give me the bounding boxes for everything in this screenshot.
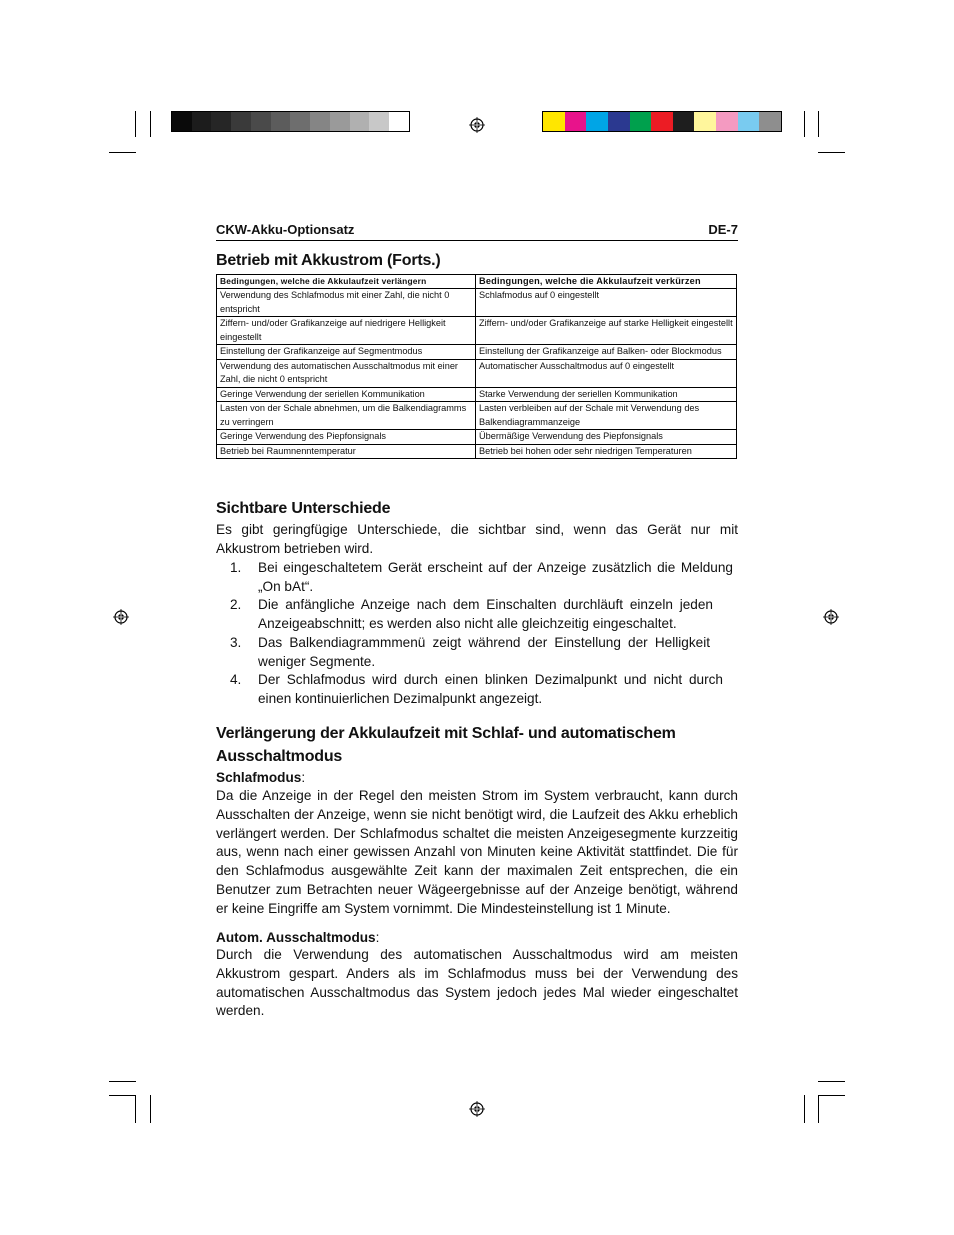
color-swatch	[330, 112, 350, 131]
color-swatch	[369, 112, 389, 131]
list-item-text: Die anfängliche Anzeige nach dem Einschalten durchläuft einzeln jeden Anzeigeabschnitt; es werden also nicht alle gleichzeitig eingeschaltet.	[258, 597, 713, 631]
table-cell-extend: Geringe Verwendung des Piepfonsignals	[217, 430, 476, 445]
table-cell-shorten: Betrieb bei hohen oder sehr niedrigen Temperaturen	[476, 444, 737, 459]
color-swatch	[543, 112, 565, 131]
table-cell-extend: Betrieb bei Raumnenntemperatur	[217, 444, 476, 459]
color-swatch	[172, 112, 192, 131]
list-item-number: 3.	[230, 635, 242, 650]
section-title-line-1: Verlängerung der Akkulaufzeit mit Schlaf- und automatischem	[216, 725, 676, 742]
crop-mark	[150, 111, 151, 137]
list-item	[230, 559, 733, 597]
table-cell-shorten: Lasten verbleiben auf der Schale mit Verwendung des Balkendiagrammanzeige	[476, 402, 737, 430]
section-title-visible-differences: Sichtbare Unterschiede	[216, 500, 391, 517]
table-row	[217, 359, 737, 387]
table-cell-extend: Geringe Verwendung der seriellen Kommunikation	[217, 387, 476, 402]
running-header	[216, 222, 738, 241]
crop-mark	[135, 111, 136, 137]
color-swatch	[608, 112, 630, 131]
color-swatch	[738, 112, 760, 131]
color-swatch	[630, 112, 652, 131]
color-swatch	[694, 112, 716, 131]
table-cell-shorten: Ziffern- und/oder Grafikanzeige auf starke Helligkeit eingestellt	[476, 317, 737, 345]
table-row	[217, 289, 737, 317]
crop-mark	[804, 111, 805, 137]
crop-mark	[818, 111, 819, 137]
list-item-text: Der Schlafmodus wird durch einen blinken Dezimalpunkt und nicht durch einen kontinuierlichen Dezimalpunkt angezeigt.	[258, 672, 723, 706]
section-title-extend-runtime	[216, 725, 676, 743]
list-item-number: 2.	[230, 597, 242, 612]
color-swatch	[389, 112, 409, 131]
crop-mark	[150, 1095, 151, 1123]
auto-off-colon: :	[375, 930, 380, 945]
table-cell-shorten: Automatischer Ausschaltmodus auf 0 eingestellt	[476, 359, 737, 387]
sleep-mode-colon: :	[301, 770, 306, 785]
color-swatch	[271, 112, 291, 131]
section-title-battery-operation: Betrieb mit Akkustrom (Forts.)	[216, 252, 441, 269]
page-number: DE-7	[708, 222, 738, 237]
color-swatch	[310, 112, 330, 131]
column-header-shorten: Bedingungen, welche die Akkulaufzeit verkürzen	[476, 275, 737, 289]
grayscale-color-bar	[171, 111, 410, 132]
table-row	[217, 317, 737, 345]
color-swatch	[759, 112, 781, 131]
registration-mark-icon	[823, 609, 839, 625]
list-item	[230, 634, 710, 672]
color-swatch	[350, 112, 370, 131]
color-swatch	[651, 112, 673, 131]
section-title-line-2: Ausschaltmodus	[216, 748, 343, 765]
crop-mark	[109, 152, 136, 153]
sleep-mode-label: Schlafmodus	[216, 770, 302, 785]
list-item-text: Das Balkendiagrammmenü zeigt während der Einstellung der Helligkeit weniger Segmente.	[258, 635, 710, 669]
crop-mark	[135, 1095, 136, 1123]
intro-paragraph: Es gibt geringfügige Unterschiede, die sichtbar sind, wenn das Gerät nur mit Akkustrom betrieben wird.	[216, 522, 738, 556]
table-row	[217, 430, 737, 445]
registration-mark-icon	[469, 1101, 485, 1117]
list-item-number: 1.	[230, 560, 242, 575]
color-swatch	[192, 112, 212, 131]
table-row	[217, 387, 737, 402]
list-item	[230, 671, 723, 709]
table-cell-shorten: Einstellung der Grafikanzeige auf Balken- oder Blockmodus	[476, 345, 737, 360]
table-cell-extend: Lasten von der Schale abnehmen, um die Balkendiagramms zu verringern	[217, 402, 476, 430]
list-item-text: Bei eingeschaltetem Gerät erscheint auf der Anzeige zusätzlich die Meldung „On bAt“.	[258, 560, 733, 594]
table-cell-extend: Verwendung des Schlafmodus mit einer Zahl, die nicht 0 entspricht	[217, 289, 476, 317]
table-cell-extend: Einstellung der Grafikanzeige auf Segmentmodus	[217, 345, 476, 360]
registration-mark-icon	[113, 609, 129, 625]
crop-mark	[804, 1095, 805, 1123]
crop-mark	[818, 152, 845, 153]
color-swatch	[251, 112, 271, 131]
auto-off-subheading	[216, 929, 379, 947]
table-header-row	[217, 275, 737, 289]
color-swatch	[565, 112, 587, 131]
color-swatch	[716, 112, 738, 131]
list-item-number: 4.	[230, 672, 242, 687]
auto-off-paragraph: Durch die Verwendung des automatischen Ausschaltmodus wird am meisten Akkustrom gespart. Anders als im Schlafmodus muss bei der Verwendung des automatischen Ausschaltmodus das System jedoch jedes Mal wieder eingeschaltet werden.	[216, 947, 738, 1019]
auto-off-label: Autom. Ausschaltmodus	[216, 930, 376, 945]
color-swatch	[673, 112, 695, 131]
header-title: CKW-Akku-Optionsatz	[216, 222, 355, 237]
crop-mark	[109, 1081, 136, 1082]
crop-mark	[109, 1095, 136, 1096]
table-row	[217, 402, 737, 430]
column-header-extend: Bedingungen, welche die Akkulaufzeit verlängern	[217, 275, 476, 289]
sleep-mode-paragraph: Da die Anzeige in der Regel den meisten Strom im System verbraucht, kann durch Ausschalten der Anzeige, wenn sie nicht benötigt wird, die Laufzeit des Akku erheblich verlängert werden. Der Schlafmodus schaltet die meisten Anzeigesegmente kurzzeitig aus, wenn nach einer gewissen Anzahl von Minuten keine Aktivität stattfindet. Die für den Schlafmodus ausgewählte Zeit kann der maximalen Zeit entsprechen, die ein Benutzer zum Betrachten neuer Wägeergebnisse auf der Anzeige benötigt, während er keine Eingriffe am System vornimmt. Die Mindesteinstellung ist 1 Minute.	[216, 788, 738, 916]
table-row	[217, 345, 737, 360]
table-cell-shorten: Schlafmodus auf 0 eingestellt	[476, 289, 737, 317]
registration-mark-icon	[469, 117, 485, 133]
table-cell-extend: Verwendung des automatischen Ausschaltmodus mit einer Zahl, die nicht 0 entspricht	[217, 359, 476, 387]
table-cell-extend: Ziffern- und/oder Grafikanzeige auf niedrigere Helligkeit eingestellt	[217, 317, 476, 345]
table-cell-shorten: Übermäßige Verwendung des Piepfonsignals	[476, 430, 737, 445]
crop-mark	[818, 1095, 845, 1096]
process-color-bar	[542, 111, 782, 132]
battery-conditions-table	[216, 274, 737, 459]
color-swatch	[586, 112, 608, 131]
crop-mark	[818, 1095, 819, 1123]
list-item	[230, 596, 713, 634]
section-title-extend-runtime-cont	[216, 748, 342, 766]
table-cell-shorten: Starke Verwendung der seriellen Kommunikation	[476, 387, 737, 402]
crop-mark	[818, 1081, 845, 1082]
color-swatch	[231, 112, 251, 131]
color-swatch	[290, 112, 310, 131]
color-swatch	[211, 112, 231, 131]
sleep-mode-subheading	[216, 769, 305, 787]
table-row	[217, 444, 737, 459]
